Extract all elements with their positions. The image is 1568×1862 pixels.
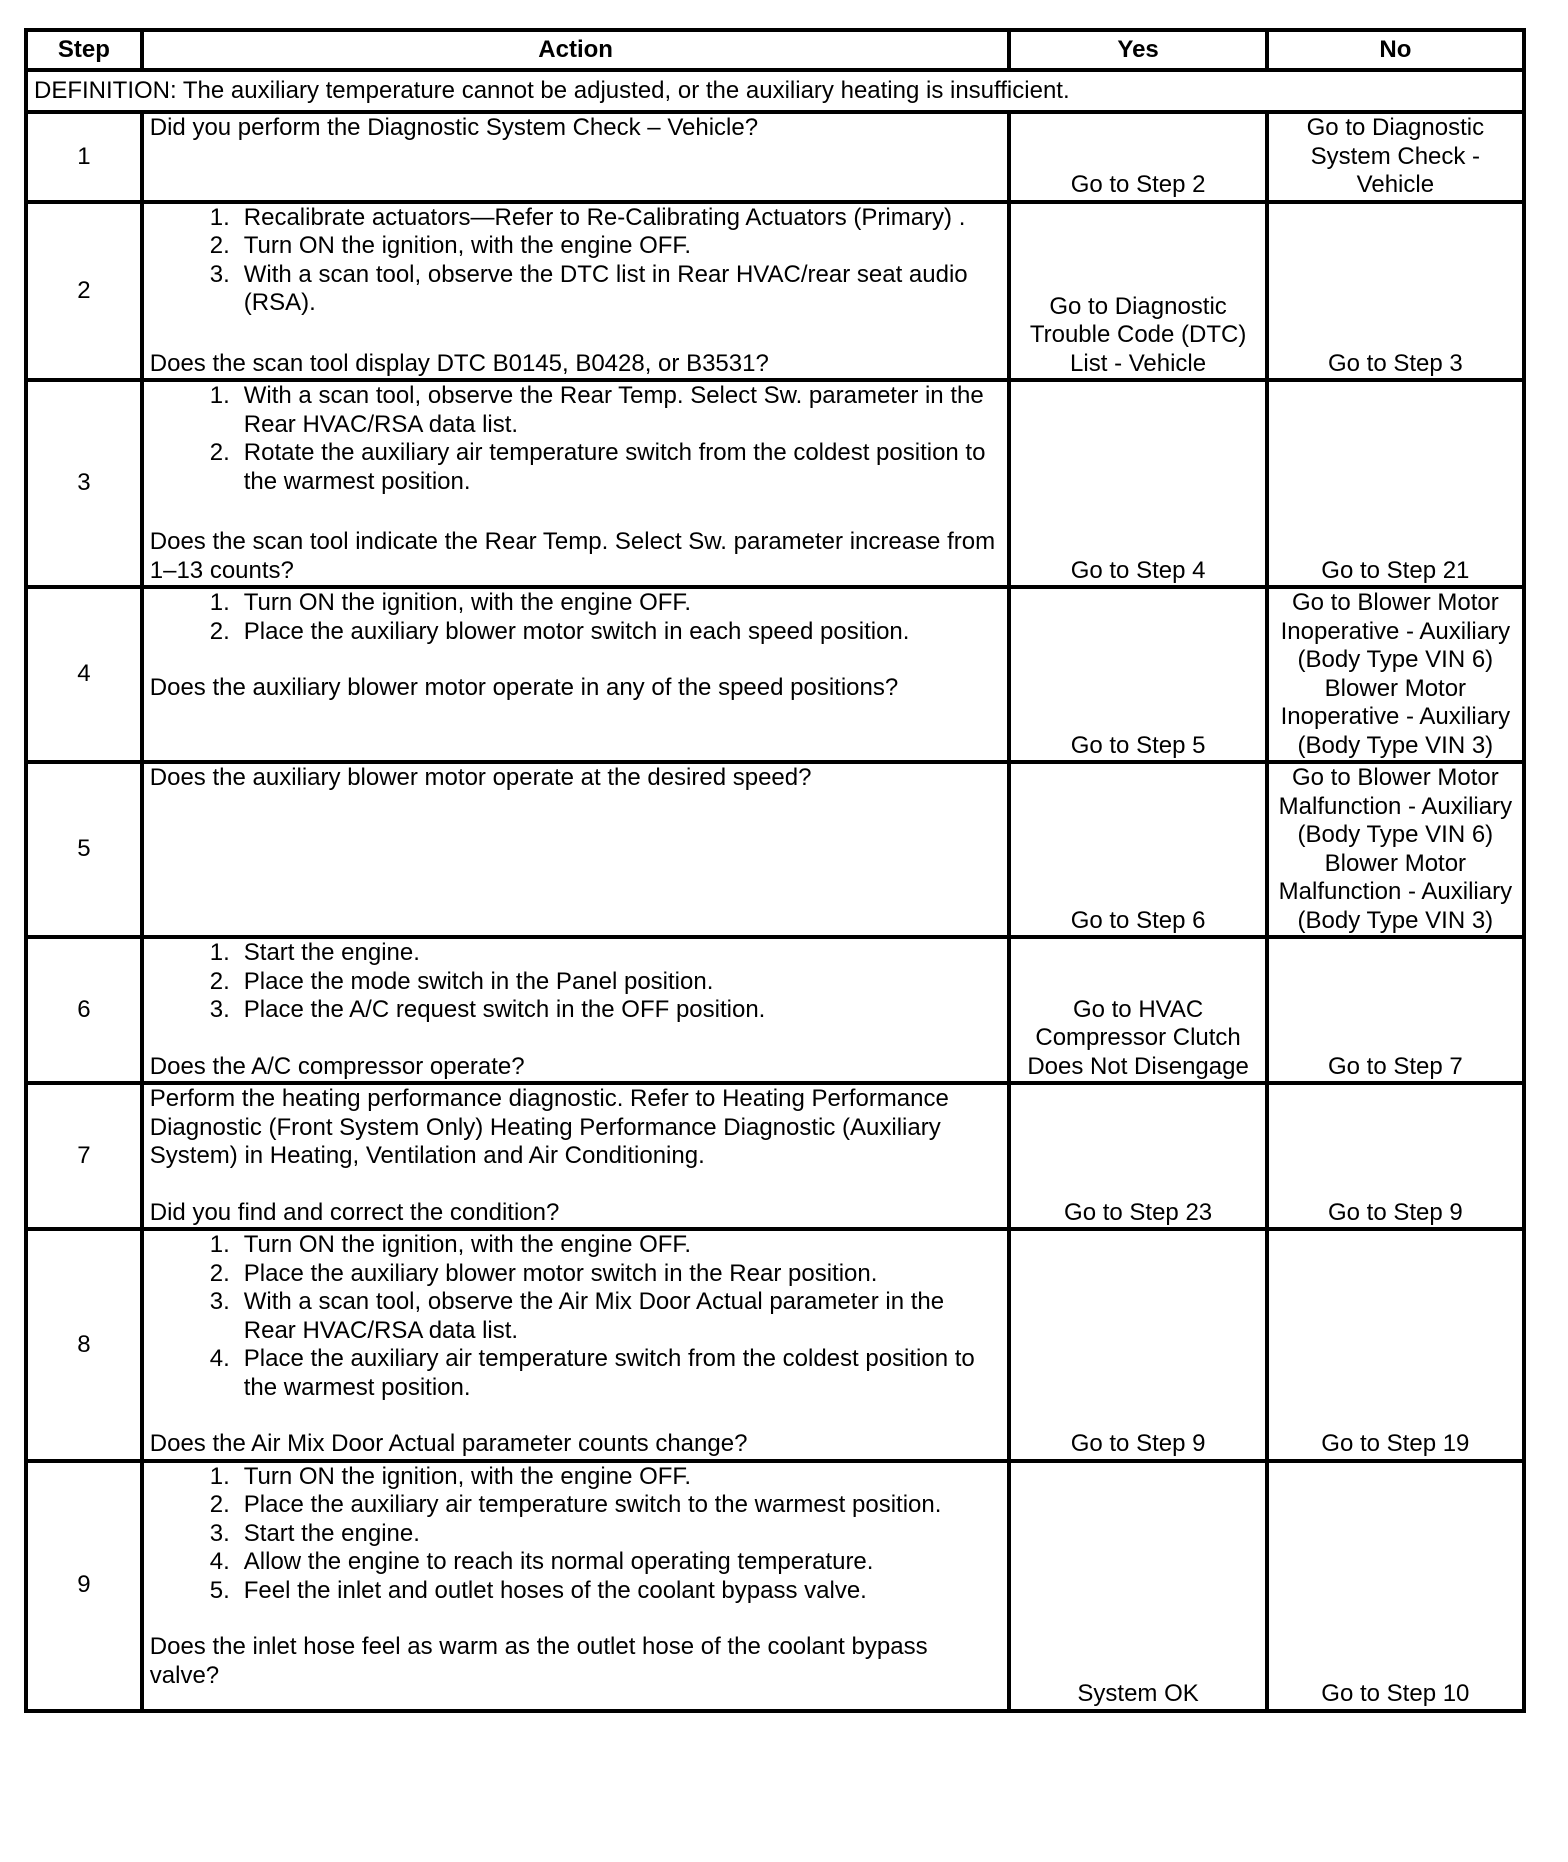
step-number: 9 (26, 1461, 142, 1711)
header-yes: Yes (1009, 30, 1266, 70)
step-number: 4 (26, 587, 142, 762)
step-number: 3 (26, 380, 142, 587)
yes-result: System OK (1009, 1461, 1266, 1711)
no-result: Go to Step 7 (1267, 937, 1524, 1083)
step-action (142, 1083, 1010, 1229)
definition-row (26, 70, 1524, 112)
yes-result: Go to Diagnostic Trouble Code (DTC) List - Vehicle (1009, 202, 1266, 381)
list-item: 3. Start the engine. (209, 1519, 420, 1547)
list-item: 1. Recalibrate actuators—Refer to Re-Calibrating Actuators (Primary) . (209, 203, 966, 231)
step-action (142, 112, 1010, 202)
list-item: 3. With a scan tool, observe the Air Mix Door Actual parameter in the Rear HVAC/RSA data list. (209, 1288, 945, 1344)
step-action (142, 937, 1010, 1083)
step-items (150, 589, 1002, 646)
step-number: 2 (26, 202, 142, 381)
list-item: 1. With a scan tool, observe the Rear Temp. Select Sw. parameter in the Rear HVAC/RSA data list. (209, 382, 984, 438)
no-result: Go to Step 21 (1267, 380, 1524, 587)
step-items (150, 1231, 1002, 1402)
step-question: Does the inlet hose feel as warm as the outlet hose of the coolant bypass valve? (149, 1633, 928, 1689)
step-row (26, 587, 1524, 762)
list-item: 2. Place the auxiliary blower motor switch in each speed position. (209, 617, 910, 645)
list-item: 4. Place the auxiliary air temperature switch from the coldest position to the warmest position. (209, 1345, 975, 1401)
step-question: Does the scan tool display DTC B0145, B0428, or B3531? (149, 349, 769, 377)
step-question: Does the A/C compressor operate? (149, 1052, 525, 1080)
list-item: 2. Place the mode switch in the Panel position. (209, 967, 714, 995)
step-items (150, 382, 1002, 496)
no-result: Go to Step 3 (1267, 202, 1524, 381)
step-question: Does the auxiliary blower motor operate in any of the speed positions? (149, 674, 899, 701)
step-action (142, 1461, 1010, 1711)
step-number: 1 (26, 112, 142, 202)
header-step: Step (26, 30, 142, 70)
step-number: 6 (26, 937, 142, 1083)
yes-result: Go to HVAC Compressor Clutch Does Not Disengage (1009, 937, 1266, 1083)
step-action (142, 380, 1010, 587)
no-result: Go to Diagnostic System Check - Vehicle (1267, 112, 1524, 202)
step-question: Did you find and correct the condition? (149, 1198, 560, 1226)
step-row (26, 762, 1524, 937)
list-item: 2. Turn ON the ignition, with the engine OFF. (209, 232, 692, 259)
step-row (26, 1083, 1524, 1229)
list-item: 2. Place the auxiliary blower motor switch in the Rear position. (209, 1259, 878, 1287)
step-question: Does the auxiliary blower motor operate at the desired speed? (149, 764, 812, 791)
header-action: Action (142, 30, 1010, 70)
yes-result: Go to Step 6 (1009, 762, 1266, 937)
list-item: 5. Feel the inlet and outlet hoses of the coolant bypass valve. (209, 1576, 867, 1604)
diagnostic-table (24, 28, 1526, 1713)
list-item: 2. Place the auxiliary air temperature switch to the warmest position. (209, 1491, 942, 1518)
step-row (26, 380, 1524, 587)
step-items (150, 939, 1002, 1025)
step-action (142, 762, 1010, 937)
list-item: 3. Place the A/C request switch in the OFF position. (209, 996, 766, 1023)
step-number: 7 (26, 1083, 142, 1229)
step-row (26, 937, 1524, 1083)
no-result: Go to Step 9 (1267, 1083, 1524, 1229)
header-no: No (1267, 30, 1524, 70)
step-action (142, 202, 1010, 381)
no-result: Go to Step 10 (1267, 1461, 1524, 1711)
list-item: 1. Start the engine. (209, 939, 420, 966)
definition-text: DEFINITION: The auxiliary temperature cannot be adjusted, or the auxiliary heating is insufficient. (26, 70, 1524, 112)
header-row (26, 30, 1524, 70)
list-item: 1. Turn ON the ignition, with the engine OFF. (209, 1231, 692, 1258)
step-row (26, 112, 1524, 202)
yes-result: Go to Step 23 (1009, 1083, 1266, 1229)
list-item: 1. Turn ON the ignition, with the engine OFF. (209, 1462, 692, 1490)
yes-result: Go to Step 2 (1009, 112, 1266, 202)
list-item: 4. Allow the engine to reach its normal operating temperature. (209, 1548, 874, 1575)
no-result: Go to Step 19 (1267, 1229, 1524, 1461)
step-question: Did you perform the Diagnostic System Check – Vehicle? (149, 114, 759, 141)
step-row (26, 1229, 1524, 1461)
step-question: Does the scan tool indicate the Rear Temp. Select Sw. parameter increase from 1–13 counts? (149, 528, 996, 584)
step-question: Does the Air Mix Door Actual parameter counts change? (149, 1430, 748, 1457)
step-action (142, 1229, 1010, 1461)
list-item: 1. Turn ON the ignition, with the engine OFF. (209, 589, 692, 616)
step-items (150, 1463, 1002, 1606)
step-row (26, 202, 1524, 381)
yes-result: Go to Step 4 (1009, 380, 1266, 587)
no-result: Go to Blower Motor Malfunction - Auxiliary (Body Type VIN 6) Blower Motor Malfunction - Auxiliary (Body Type VIN 3) (1267, 762, 1524, 937)
step-items (150, 204, 1002, 318)
no-result: Go to Blower Motor Inoperative - Auxiliary (Body Type VIN 6) Blower Motor Inoperative - Auxiliary (Body Type VIN 3) (1267, 587, 1524, 762)
step-number: 8 (26, 1229, 142, 1461)
step-row (26, 1461, 1524, 1711)
step-action (142, 587, 1010, 762)
yes-result: Go to Step 9 (1009, 1229, 1266, 1461)
list-item: 2. Rotate the auxiliary air temperature switch from the coldest position to the warmest position. (209, 439, 986, 495)
yes-result: Go to Step 5 (1009, 587, 1266, 762)
step-paragraph: Perform the heating performance diagnostic. Refer to Heating Performance Diagnostic (Front System Only) Heating Performance Diagnostic (Auxiliary System) in Heating, Ventilation and Air Conditioning. (149, 1085, 949, 1169)
step-number: 5 (26, 762, 142, 937)
list-item: 3. With a scan tool, observe the DTC list in Rear HVAC/rear seat audio (RSA). (209, 260, 968, 316)
